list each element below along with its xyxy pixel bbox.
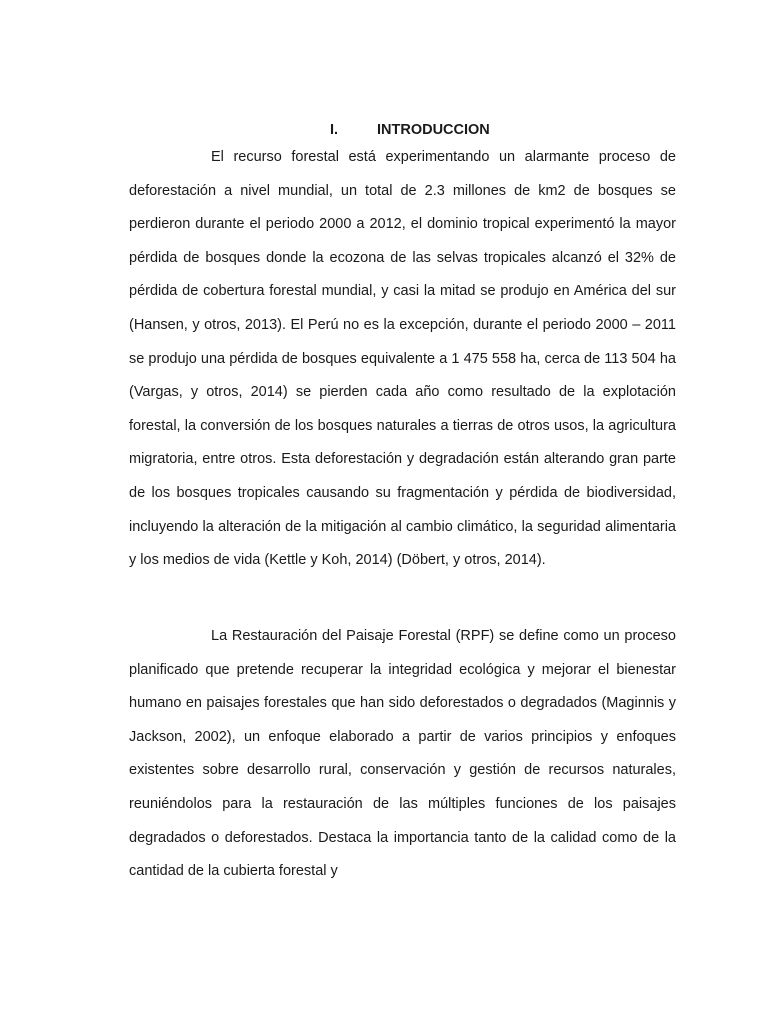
section-heading <box>0 120 768 140</box>
section-number: I. <box>330 122 339 138</box>
section-title: INTRODUCCION <box>377 122 490 138</box>
paragraph-1: El recurso forestal está experimentando un alarmante proceso de deforestación a nivel mundial, un total de 2.3 millones de km2 de bosques se perdieron durante el periodo 2000 a 2012, el dominio tropical experimentó la mayor pérdida de bosques donde la ecozona de las selvas tropicales alcanzó el 32% de pérdida de cobertura forestal mundial, y casi la mitad se produjo en América del sur (Hansen, y otros, 2013). El Perú no es la excepción, durante el periodo 2000 – 2011 se produjo una pérdida de bosques equivalente a 1 475 558 ha, cerca de 113 504 ha (Vargas, y otros, 2014) se pierden cada año como resultado de la explotación forestal, la conversión de los bosques naturales a tierras de otros usos, la agricultura migratoria, entre otros. Esta deforestación y degradación están alterando gran parte de los bosques tropicales causando su fragmentación y pérdida de biodiversidad, incluyendo la alteración de la mitigación al cambio climático, la seguridad alimentaria y los medios de vida (Kettle y Koh, 2014) (Döbert, y otros, 2014). <box>129 149 676 569</box>
paragraph-2: La Restauración del Paisaje Forestal (RPF) se define como un proceso planificado que pretende recuperar la integridad ecológica y mejorar el bienestar humano en paisajes forestales que han sido deforestados o degradados (Maginnis y Jackson, 2002), un enfoque elaborado a partir de varios principios y enfoques existentes sobre desarrollo rural, conservación y gestión de recursos naturales, reuniéndolos para la restauración de las múltiples funciones de los paisajes degradados o deforestados. Destaca la importancia tanto de la calidad como de la cantidad de la cubierta forestal y <box>129 628 676 880</box>
